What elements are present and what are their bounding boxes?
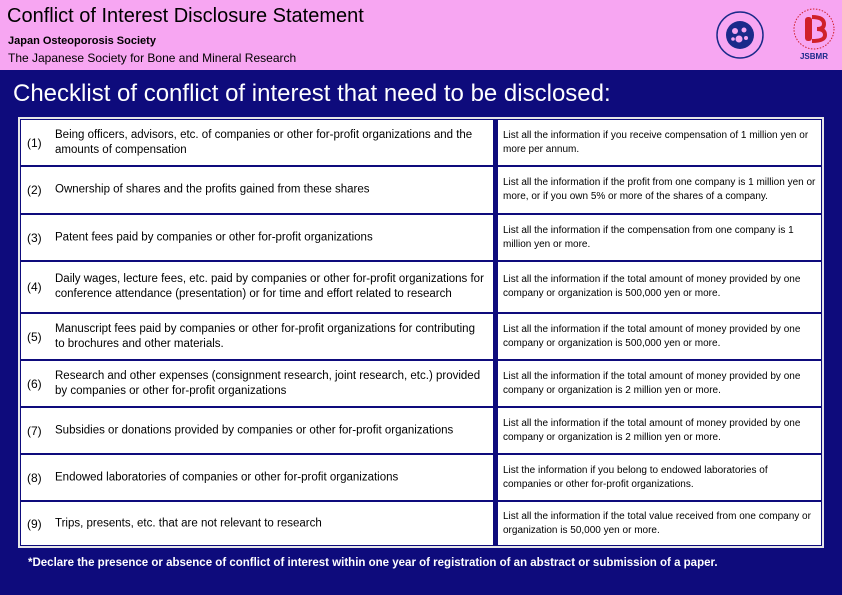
item-cell: [20, 407, 494, 454]
item-note: List all the information if the profit from one company is 1 million yen or more, or if you own 5% or more of the shares of a company.: [503, 177, 816, 202]
item-description: Endowed laboratories of companies or other for-profit organizations: [55, 471, 399, 483]
note-cell: [497, 407, 822, 454]
item-note: List all the information if the total amount of money provided by one company or organization is 2 million yen or more.: [503, 417, 801, 443]
item-cell: [20, 313, 494, 360]
item-number: (6): [27, 376, 42, 391]
item-number: (9): [27, 516, 42, 531]
item-note: List all the information if the total amount of money provided by one company or organization is 500,000 yen or more.: [503, 274, 801, 299]
item-cell: [20, 166, 494, 214]
item-note: List all the information if the total amount of money provided by one company or organization is 500,000 yen or more.: [503, 323, 801, 349]
note-cell: [497, 119, 822, 166]
organization-name-1: Japan Osteoporosis Society: [8, 35, 156, 47]
checklist-table: [18, 117, 824, 548]
page-title: Conflict of Interest Disclosure Statement: [7, 5, 364, 27]
item-number: (1): [27, 135, 42, 150]
note-cell: [497, 313, 822, 360]
item-cell: [20, 360, 494, 407]
jsbmr-logo: [790, 7, 838, 65]
note-cell: [497, 454, 822, 501]
item-cell: [20, 454, 494, 501]
table-row: [20, 360, 822, 407]
footer-note: *Declare the presence or absence of conflict of interest within one year of registration of an abstract or submission of a paper.: [28, 557, 718, 569]
item-description: Research and other expenses (consignment research, joint research, etc.) provided by companies or other for-profit organizations: [55, 369, 481, 397]
item-number: (4): [27, 280, 42, 294]
item-number: (3): [27, 230, 42, 245]
header-banner: [0, 0, 842, 70]
item-description: Manuscript fees paid by companies or other for-profit organizations for contributing to brochures and other materials.: [55, 322, 475, 350]
table-row: [20, 313, 822, 360]
table-row: [20, 119, 822, 166]
note-cell: [497, 214, 822, 261]
item-description: Being officers, advisors, etc. of companies or other for-profit organizations and the amounts of compensation: [55, 128, 473, 156]
item-description: Daily wages, lecture fees, etc. paid by companies or other for-profit organizations for conference attendance (presentation) or for time and effort related to research: [55, 273, 484, 300]
item-description: Ownership of shares and the profits gained from these shares: [55, 183, 370, 196]
note-cell: [497, 166, 822, 214]
table-row: [20, 501, 822, 546]
item-cell: [20, 261, 494, 313]
item-cell: [20, 501, 494, 546]
item-cell: [20, 214, 494, 261]
item-note: List all the information if you receive compensation of 1 million yen or more per annum.: [503, 129, 809, 155]
note-cell: [497, 501, 822, 546]
item-description: Trips, presents, etc. that are not relevant to research: [55, 517, 322, 529]
item-description: Patent fees paid by companies or other for-profit organizations: [55, 231, 373, 243]
item-note: List the information if you belong to endowed laboratories of companies or other for-profit organizations.: [503, 464, 768, 490]
item-note: List all the information if the compensation from one company is 1 million yen or more.: [503, 224, 794, 250]
item-description: Subsidies or donations provided by companies or other for-profit organizations: [55, 424, 454, 436]
japan-osteoporosis-society-logo: [715, 10, 765, 60]
item-note: List all the information if the total value received from one company or organization is 50,000 yen or more.: [503, 510, 811, 536]
checklist-heading: Checklist of conflict of interest that need to be disclosed:: [13, 80, 611, 107]
item-note: List all the information if the total amount of money provided by one company or organization is 2 million yen or more.: [503, 370, 801, 396]
item-number: (5): [27, 329, 42, 344]
item-number: (2): [27, 183, 42, 197]
item-number: (8): [27, 470, 42, 485]
table-row: [20, 407, 822, 454]
note-cell: [497, 360, 822, 407]
table-row: [20, 166, 822, 214]
table-row: [20, 214, 822, 261]
item-cell: [20, 119, 494, 166]
jsbmr-logo-text: JSBMR: [799, 52, 829, 61]
item-number: (7): [27, 423, 42, 438]
organization-name-2: The Japanese Society for Bone and Mineral Research: [8, 51, 297, 65]
note-cell: [497, 261, 822, 313]
table-row: [20, 454, 822, 501]
table-row: [20, 261, 822, 313]
